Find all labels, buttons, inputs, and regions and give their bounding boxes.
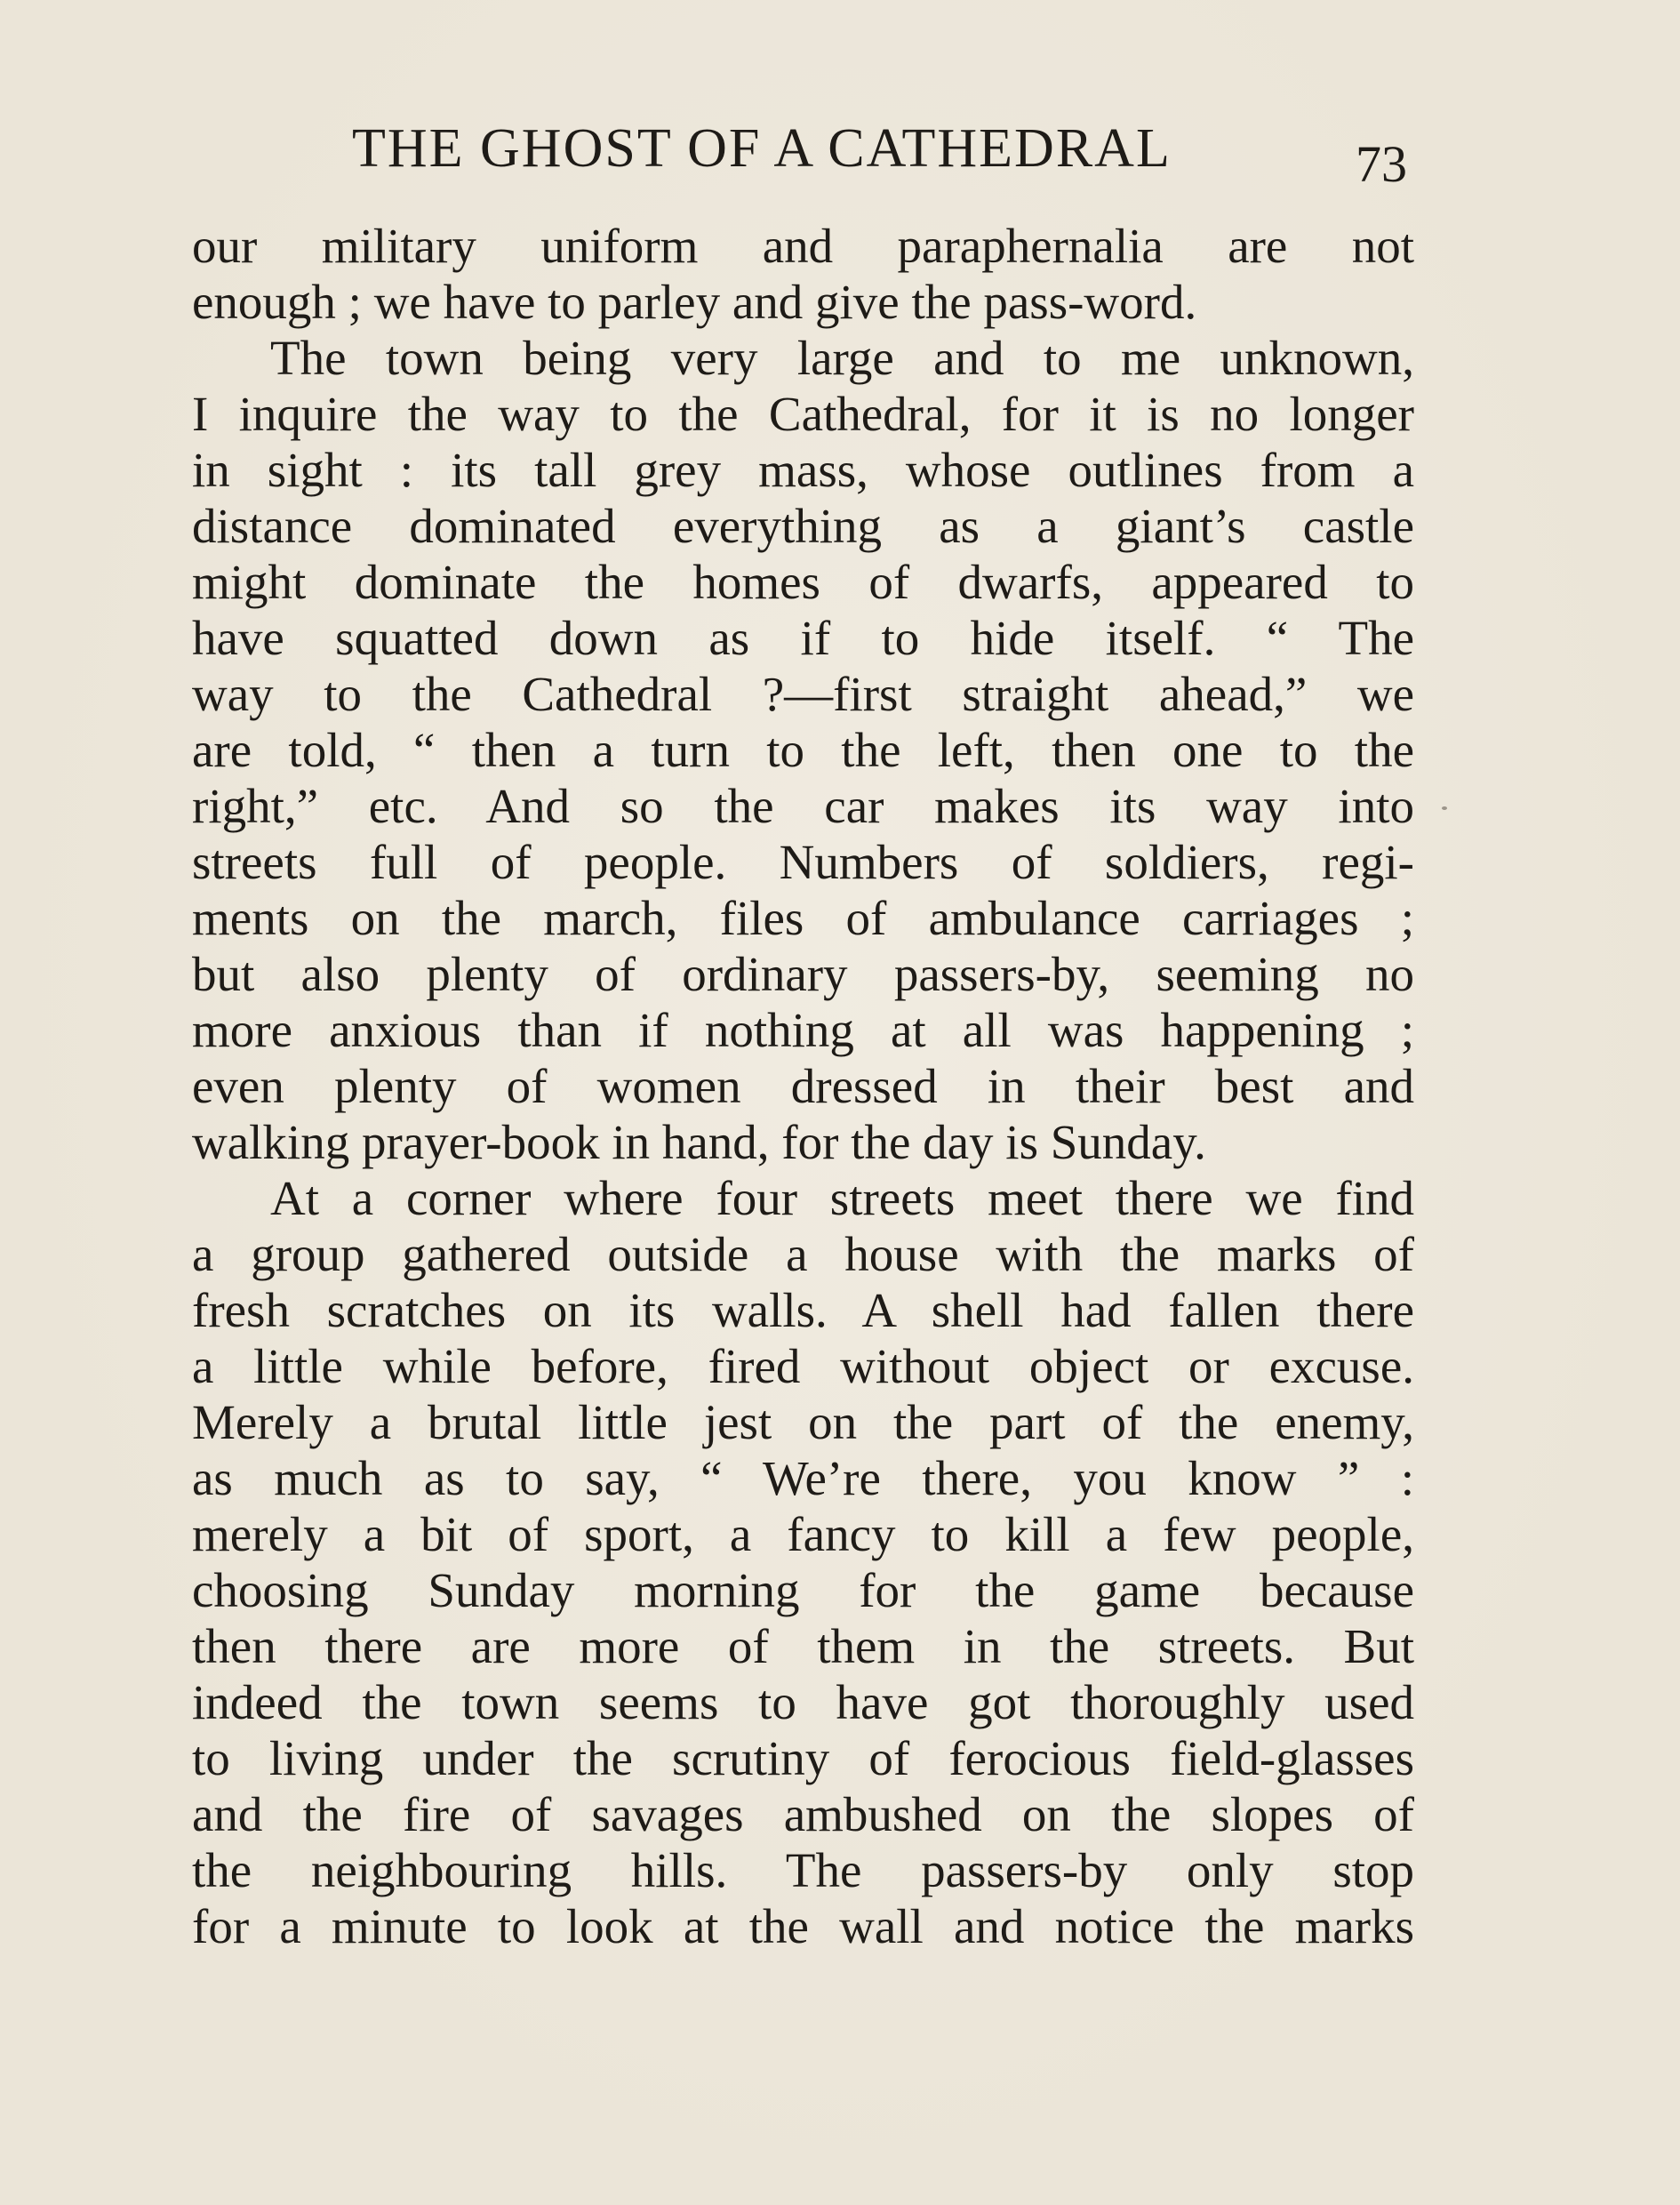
text-line: streets full of people. Numbers of soldiers, regi- [192,835,1414,889]
text-line: then there are more of them in the streets. But [192,1619,1414,1673]
text-line: our military uniform and paraphernalia are not [192,219,1414,273]
text-line: right,” etc. And so the car makes its way into [192,779,1414,833]
text-line: a group gathered outside a house with the marks of [192,1227,1414,1281]
text-line: enough ; we have to parley and give the pass-word. [192,275,1197,329]
text-line: indeed the town seems to have got thoroughly used [192,1675,1414,1729]
text-line: a little while before, fired without object or excuse. [192,1339,1414,1393]
text-line: but also plenty of ordinary passers-by, seeming no [192,947,1414,1001]
running-head [192,114,1414,194]
text-line: more anxious than if nothing at all was happening ; [192,1003,1414,1057]
text-line: the neighbouring hills. The passers-by only stop [192,1843,1414,1897]
text-line: distance dominated everything as a giant’s castle [192,499,1414,553]
text-line: At a corner where four streets meet there we find [270,1171,1414,1225]
text-line: in sight : its tall grey mass, whose outlines from a [192,443,1414,497]
text-line: fresh scratches on its walls. A shell had fallen there [192,1283,1414,1337]
text-line: even plenty of women dressed in their best and [192,1059,1414,1113]
text-line: The town being very large and to me unknown, [270,331,1414,385]
text-line: walking prayer-book in hand, for the day is Sunday. [192,1115,1206,1169]
text-line: and the fire of savages ambushed on the slopes of [192,1787,1414,1841]
text-line: might dominate the homes of dwarfs, appeared to [192,555,1414,609]
text-line: for a minute to look at the wall and notice the marks [192,1899,1414,1953]
body-text [192,218,1414,1954]
text-line: as much as to say, “ We’re there, you know ” : [192,1451,1414,1505]
text-line: merely a bit of sport, a fancy to kill a few people, [192,1507,1414,1561]
text-line: I inquire the way to the Cathedral, for it is no longer [192,387,1414,441]
text-line: ments on the march, files of ambulance carriages ; [192,891,1414,945]
text-line: Merely a brutal little jest on the part of the enemy, [192,1395,1414,1449]
text-line: have squatted down as if to hide itself. “ The [192,611,1414,665]
running-title: THE GHOST OF A CATHEDRAL [352,118,1172,179]
page-number: 73 [1356,135,1407,193]
text-line: choosing Sunday morning for the game because [192,1563,1414,1617]
text-line: are told, “ then a turn to the left, then one to the [192,723,1414,777]
text-line: to living under the scrutiny of ferocious field-glasses [192,1731,1414,1785]
text-line: way to the Cathedral ?—first straight ahead,” we [192,667,1414,721]
paper-speck [1442,806,1447,810]
